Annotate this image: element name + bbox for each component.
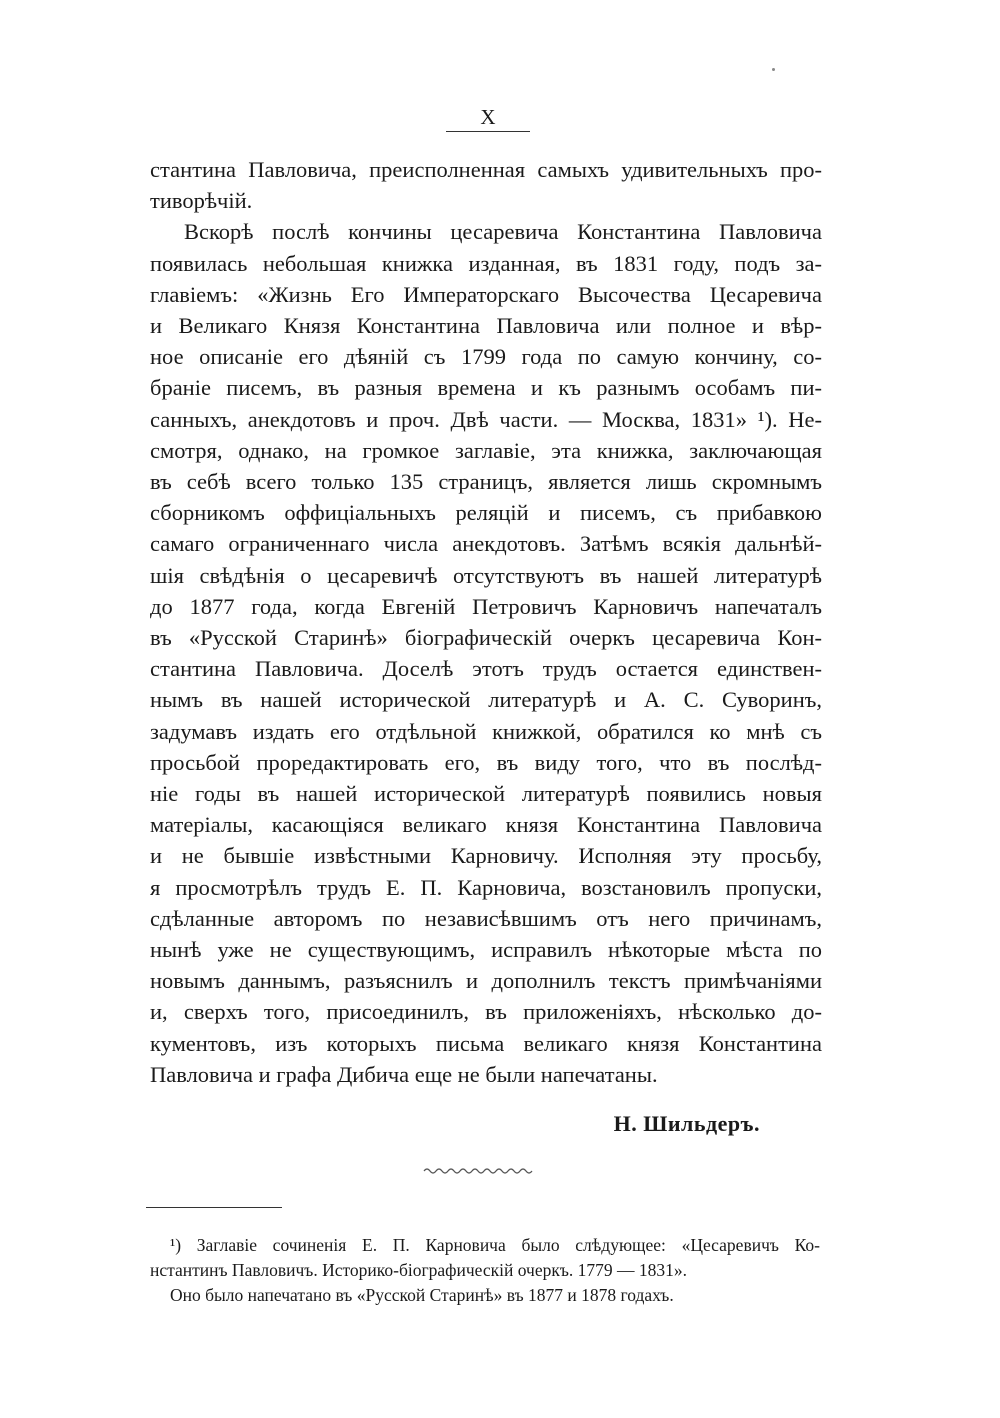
text-line: нымъ въ нашей исторической литературѣ и А. С. Суворинъ,: [150, 687, 822, 713]
text-line: санныхъ, анекдотовъ и проч. Двѣ части. — Москва, 1831» ¹). Не-: [150, 406, 822, 432]
text-line: главіемъ: «Жизнь Его Императорскаго Высочества Цесаревича: [150, 281, 822, 307]
text-line: въ себѣ всего только 135 страницъ, является лишь скромнымъ: [150, 469, 822, 495]
text-line: появилась небольшая книжка изданная, въ 1831 году, подъ за-: [150, 250, 822, 276]
text-line: новымъ даннымъ, разъяснилъ и дополнилъ текстъ примѣчаніями: [150, 968, 822, 994]
text-line: шія свѣдѣнія о цесаревичѣ отсутствуютъ въ нашей литературѣ: [150, 562, 822, 588]
text-line: я просмотрѣлъ трудъ Е. П. Карновича, возстановилъ пропуски,: [150, 874, 822, 900]
text-line: и, сверхъ того, присоединилъ, въ приложеніяхъ, нѣсколько до-: [150, 999, 822, 1025]
footnote-rule: [146, 1207, 282, 1208]
text-line: ніе годы въ нашей исторической литературѣ появились новыя: [150, 781, 822, 807]
text-line: просьбой проредактировать его, въ виду того, что въ послѣд-: [150, 749, 822, 775]
text-line: стантина Павловича. Доселѣ этотъ трудъ остается единствен-: [150, 656, 822, 682]
page-number: X: [480, 105, 496, 129]
body-text: [150, 154, 822, 1090]
page-number-rule: [446, 131, 530, 132]
text-line: браніе писемъ, въ разныя времена и къ разнымъ особамъ пи-: [150, 375, 822, 401]
text-line: смотря, однако, на громкое заглавіе, эта книжка, заключающая: [150, 437, 822, 463]
text-line: тиворѣчій.: [150, 188, 253, 214]
text-line: сборникомъ оффиціальныхъ реляцій и писемъ, съ прибавкою: [150, 500, 822, 526]
footnotes: [150, 1233, 820, 1308]
text-line: сдѣланные авторомъ по независѣвшимъ отъ него причинамъ,: [150, 905, 822, 931]
text-line: Вскорѣ послѣ кончины цесаревича Константина Павловича: [184, 219, 822, 245]
text-line: ное описаніе его дѣяній съ 1799 года по самую кончину, со-: [150, 344, 822, 370]
footnote-line: ¹) Заглавіе сочиненія Е. П. Карновича было слѣдующее: «Цесаревичъ Ко-: [170, 1235, 820, 1255]
text-line: до 1877 года, когда Евгеній Петровичъ Карновичъ напечаталъ: [150, 593, 822, 619]
text-line: Павловича и графа Дибича еще не были напечатаны.: [150, 1061, 658, 1087]
author-signature: Н. Шильдеръ.: [613, 1111, 760, 1136]
wavy-ornament: [420, 1163, 540, 1177]
text-line: стантина Павловича, преисполненная самыхъ удивительныхъ про-: [150, 157, 822, 182]
page-speck: [772, 68, 775, 71]
footnote-line: нстантинъ Павловичъ. Историко-біографическій очеркъ. 1779 — 1831».: [150, 1260, 688, 1280]
text-line: кументовъ, изъ которыхъ письма великаго князя Константина: [150, 1030, 822, 1056]
text-line: матеріалы, касающіяся великаго князя Константина Павловича: [150, 812, 822, 838]
text-line: самаго ограниченнаго числа анекдотовъ. Затѣмъ всякія дальнѣй-: [150, 531, 822, 557]
text-line: и не бывшіе извѣстными Карновичу. Исполняя эту просьбу,: [150, 843, 822, 869]
text-line: въ «Русской Старинѣ» біографическій очеркъ цесаревича Кон-: [150, 625, 822, 651]
text-line: и Великаго Князя Константина Павловича или полное и вѣр-: [150, 313, 822, 339]
footnote-line: Оно было напечатано въ «Русской Старинѣ» въ 1877 и 1878 годахъ.: [170, 1285, 674, 1305]
text-line: задумавъ издать его отдѣльной книжкой, обратился ко мнѣ съ: [150, 718, 822, 744]
text-line: нынѣ уже не существующимъ, исправилъ нѣкоторые мѣста по: [150, 937, 822, 963]
